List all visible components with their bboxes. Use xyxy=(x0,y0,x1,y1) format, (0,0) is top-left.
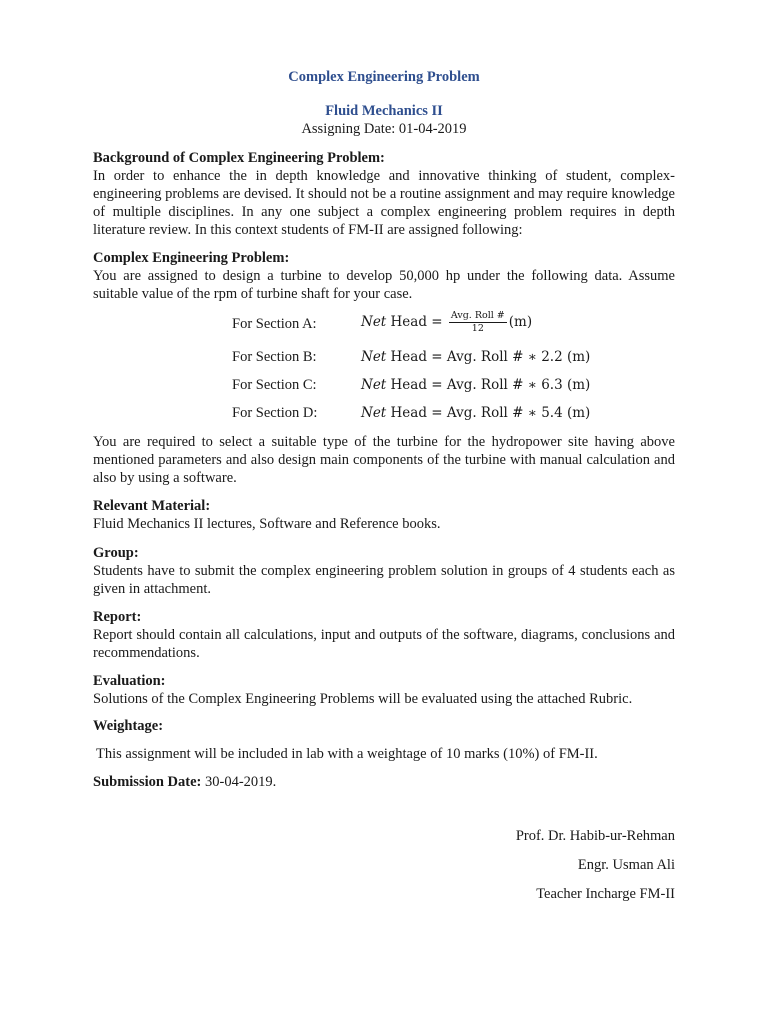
turbine-selection-text: You are required to select a suitable type of the turbine for the hydropower site having above mentioned parameters and also design main components of the turbine with manual calculation and also by using a software. xyxy=(93,434,675,486)
group-text: Students have to submit the complex engineering problem solution in groups of 4 students each as given in attachment. xyxy=(93,563,675,597)
signature-professor: Prof. Dr. Habib-ur-Rehman xyxy=(515,828,675,844)
report-text: Report should contain all calculations, input and outputs of the software, diagrams, conclusions and recommendations. xyxy=(93,627,675,661)
weightage-heading-text: Weightage: xyxy=(93,718,164,734)
problem-text: You are assigned to design a turbine to develop 50,000 hp under the following data. Assume suitable value of the rpm of turbine shaft for your case. xyxy=(93,268,675,302)
submission-line xyxy=(93,773,675,791)
net-word: Net xyxy=(361,377,387,393)
expression: Avg. Roll # ∗ 2.2 (m) xyxy=(446,349,591,365)
section-b-label: For Section B: xyxy=(232,349,317,365)
unit: (m) xyxy=(508,314,533,330)
background-section xyxy=(93,149,675,239)
signature-engineer: Engr. Usman Ali xyxy=(577,857,675,873)
section-d-formula xyxy=(361,405,590,421)
net-word: Net xyxy=(361,314,387,330)
evaluation-heading: Evaluation: xyxy=(93,673,166,689)
net-word: Net xyxy=(361,405,387,421)
fraction xyxy=(449,310,507,335)
head-word: Head = xyxy=(386,349,447,365)
course-title: Fluid Mechanics II xyxy=(325,103,443,119)
submission-label: Submission Date: xyxy=(93,774,202,790)
evaluation-section xyxy=(93,672,675,708)
section-d-label: For Section D: xyxy=(232,405,318,421)
background-text: In order to enhance the in depth knowledge and innovative thinking of student, complex-engineering problems are devised. It should not be a routine assignment and may require knowledge of multiple disciplines. In any one subject a complex engineering problem requires in depth literature review. In this context students of FM-II are assigned following: xyxy=(93,168,675,238)
net-word: Net xyxy=(361,349,387,365)
weightage-heading xyxy=(93,717,675,735)
section-a-label: For Section A: xyxy=(232,316,317,332)
report-heading: Report: xyxy=(93,609,142,625)
background-heading: Background of Complex Engineering Problem: xyxy=(93,150,385,166)
fraction-denominator: 12 xyxy=(471,323,484,334)
problem-section xyxy=(93,249,675,303)
weightage-text: This assignment will be included in lab with a weightage of 10 marks (10%) of FM-II. xyxy=(96,746,598,762)
section-c-formula xyxy=(361,377,590,393)
document-title: Complex Engineering Problem xyxy=(288,69,480,85)
signature-role: Teacher Incharge FM-II xyxy=(536,886,675,902)
section-c-label: For Section C: xyxy=(232,377,317,393)
relevant-text: Fluid Mechanics II lectures, Software and Reference books. xyxy=(93,516,441,532)
problem-heading: Complex Engineering Problem: xyxy=(93,250,290,266)
head-word: Head = xyxy=(386,314,447,330)
group-section xyxy=(93,544,675,598)
relevant-heading: Relevant Material: xyxy=(93,498,211,514)
relevant-section xyxy=(93,497,675,533)
report-section xyxy=(93,608,675,662)
head-word: Head = xyxy=(386,405,447,421)
submission-date: 30-04-2019. xyxy=(201,774,277,790)
head-word: Head = xyxy=(386,377,447,393)
section-a-formula xyxy=(361,310,532,335)
group-heading: Group: xyxy=(93,545,139,561)
assigning-date: Assigning Date: 01-04-2019 xyxy=(301,121,467,137)
expression: Avg. Roll # ∗ 5.4 (m) xyxy=(446,405,591,421)
fraction-numerator: Avg. Roll # xyxy=(450,310,505,321)
evaluation-text: Solutions of the Complex Engineering Problems will be evaluated using the attached Rubric. xyxy=(93,691,633,707)
expression: Avg. Roll # ∗ 6.3 (m) xyxy=(446,377,591,393)
section-b-formula xyxy=(361,349,590,365)
